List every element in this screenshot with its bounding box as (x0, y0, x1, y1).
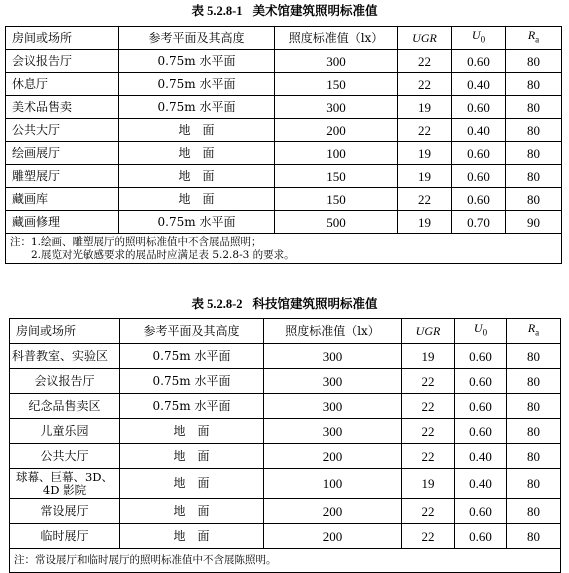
cell-lux: 200 (264, 524, 402, 549)
cell-room: 临时展厅 (10, 524, 120, 549)
cell-room: 美术品售卖 (6, 96, 119, 119)
cell-ugr: 22 (402, 419, 455, 444)
cell-u0: 0.60 (455, 344, 507, 369)
cell-room: 公共大厅 (6, 119, 119, 142)
cell-plane: 地 面 (120, 444, 264, 469)
cell-u0: 0.60 (452, 142, 506, 165)
cell-ra: 80 (507, 444, 561, 469)
cell-u0: 0.60 (452, 165, 506, 188)
cell-u0: 0.60 (455, 524, 507, 549)
cell-plane: 地 面 (120, 499, 264, 524)
cell-lux: 200 (264, 444, 402, 469)
cell-ugr: 22 (402, 369, 455, 394)
cell-room: 藏画库 (6, 188, 119, 211)
cell-ra: 80 (506, 73, 562, 96)
cell-u0: 0.40 (455, 444, 507, 469)
table-1 (5, 26, 562, 264)
table-2-caption (0, 296, 569, 312)
cell-u0: 0.60 (455, 499, 507, 524)
cell-ra: 80 (506, 188, 562, 211)
cell-ugr: 19 (398, 142, 452, 165)
cell-ra: 80 (507, 469, 561, 499)
table-row (6, 211, 562, 234)
cell-lux: 300 (275, 96, 398, 119)
table-row (6, 188, 562, 211)
table-2-notes (10, 549, 561, 573)
cell-ugr: 22 (402, 499, 455, 524)
table-row (6, 50, 562, 73)
cell-ra: 90 (506, 211, 562, 234)
cell-ugr: 22 (402, 394, 455, 419)
cell-lux: 300 (264, 394, 402, 419)
table-1-notes (6, 234, 562, 264)
note-line: 注：1.绘画、雕塑展厅的照明标准值中不含展品照明； (10, 235, 262, 248)
cell-plane: 0.75m 水平面 (120, 369, 264, 394)
table-1-header-row (6, 27, 562, 50)
table-row (6, 73, 562, 96)
cell-ugr: 19 (398, 165, 452, 188)
cell-room: 纪念品售卖区 (10, 394, 120, 419)
cell-lux: 200 (264, 499, 402, 524)
cell-room: 会议报告厅 (10, 369, 120, 394)
cell-plane: 0.75m 水平面 (120, 394, 264, 419)
cell-plane: 0.75m 水平面 (119, 211, 275, 234)
header-room: 房间或场所 (10, 319, 120, 344)
cell-ugr: 19 (398, 96, 452, 119)
cell-room: 休息厅 (6, 73, 119, 96)
cell-room: 儿童乐园 (10, 419, 120, 444)
cell-plane: 地 面 (119, 119, 275, 142)
cell-u0: 0.60 (452, 96, 506, 119)
table-1-title: 美术馆建筑照明标准值 (252, 3, 378, 18)
cell-u0: 0.70 (452, 211, 506, 234)
cell-ra: 80 (507, 369, 561, 394)
cell-u0: 0.40 (452, 73, 506, 96)
cell-ugr: 22 (402, 444, 455, 469)
note-line: 2.展览对光敏感要求的展品时应满足表 5.2.8-3 的要求。 (10, 248, 295, 261)
cell-ra: 80 (506, 165, 562, 188)
header-lux: 照度标准值（lx） (264, 319, 402, 344)
cell-ra: 80 (507, 419, 561, 444)
cell-plane: 地 面 (119, 165, 275, 188)
header-plane: 参考平面及其高度 (120, 319, 264, 344)
table-row (6, 96, 562, 119)
header-u0: $U_0$ (455, 319, 507, 344)
table-row (10, 499, 561, 524)
cell-ra: 80 (506, 119, 562, 142)
cell-plane: 地 面 (119, 142, 275, 165)
table-2-number: 表 5.2.8-2 (191, 297, 243, 311)
cell-lux: 150 (275, 188, 398, 211)
cell-ugr: 19 (402, 469, 455, 499)
table-row (6, 165, 562, 188)
cell-lux: 300 (275, 50, 398, 73)
cell-lux: 300 (264, 344, 402, 369)
cell-ra: 80 (506, 96, 562, 119)
table-2-header-row (10, 319, 561, 344)
cell-room: 科普教室、实验区 (10, 344, 120, 369)
cell-room: 公共大厅 (10, 444, 120, 469)
cell-lux: 100 (275, 142, 398, 165)
cell-lux: 150 (275, 165, 398, 188)
cell-ra: 80 (506, 142, 562, 165)
header-lux: 照度标准值（lx） (275, 27, 398, 50)
cell-plane: 地 面 (120, 469, 264, 499)
cell-room: 雕塑展厅 (6, 165, 119, 188)
header-room: 房间或场所 (6, 27, 119, 50)
cell-ugr: 19 (402, 344, 455, 369)
cell-ugr: 22 (398, 50, 452, 73)
header-ra: $R_a$ (507, 319, 561, 344)
header-ra: $R_a$ (506, 27, 562, 50)
cell-lux: 150 (275, 73, 398, 96)
cell-u0: 0.60 (455, 419, 507, 444)
table-1-notes-row (6, 234, 562, 264)
cell-plane: 地 面 (120, 419, 264, 444)
cell-room: 会议报告厅 (6, 50, 119, 73)
cell-lux: 100 (264, 469, 402, 499)
note-line: 注：常设展厅和临时展厅的照明标准值中不含展陈照明。 (14, 554, 277, 566)
cell-ra: 80 (507, 394, 561, 419)
cell-lux: 200 (275, 119, 398, 142)
table-row (10, 524, 561, 549)
cell-lux: 300 (264, 369, 402, 394)
header-ugr: UGR (398, 27, 452, 50)
cell-ra: 80 (507, 344, 561, 369)
cell-u0: 0.60 (455, 394, 507, 419)
cell-u0: 0.60 (452, 188, 506, 211)
cell-ra: 80 (507, 499, 561, 524)
table-2-notes-row (10, 549, 561, 573)
table-row (10, 419, 561, 444)
cell-u0: 0.60 (452, 50, 506, 73)
table-2 (9, 318, 561, 573)
cell-plane: 0.75m 水平面 (119, 73, 275, 96)
cell-ugr: 19 (398, 211, 452, 234)
cell-ugr: 22 (398, 119, 452, 142)
table-row (10, 444, 561, 469)
cell-plane: 0.75m 水平面 (119, 50, 275, 73)
cell-room: 绘画展厅 (6, 142, 119, 165)
cell-room: 藏画修理 (6, 211, 119, 234)
cell-u0: 0.40 (455, 469, 507, 499)
table-2-title: 科技馆建筑照明标准值 (252, 296, 378, 311)
table-1-caption (0, 3, 569, 19)
cell-ugr: 22 (398, 188, 452, 211)
cell-ugr: 22 (398, 73, 452, 96)
table-1-number: 表 5.2.8-1 (191, 4, 243, 18)
header-plane: 参考平面及其高度 (119, 27, 275, 50)
cell-u0: 0.40 (452, 119, 506, 142)
table-row (6, 119, 562, 142)
table-row (10, 394, 561, 419)
cell-plane: 0.75m 水平面 (120, 344, 264, 369)
table-row (10, 369, 561, 394)
cell-plane: 地 面 (119, 188, 275, 211)
cell-ra: 80 (507, 524, 561, 549)
cell-plane: 地 面 (120, 524, 264, 549)
cell-u0: 0.60 (455, 369, 507, 394)
cell-room: 球幕、巨幕、3D、4D 影院 (10, 469, 120, 499)
cell-lux: 500 (275, 211, 398, 234)
cell-lux: 300 (264, 419, 402, 444)
cell-ra: 80 (506, 50, 562, 73)
cell-plane: 0.75m 水平面 (119, 96, 275, 119)
cell-room: 常设展厅 (10, 499, 120, 524)
header-ugr: UGR (402, 319, 455, 344)
table-row (6, 142, 562, 165)
header-u0: $U_0$ (452, 27, 506, 50)
table-row (10, 344, 561, 369)
table-row (10, 469, 561, 499)
cell-ugr: 22 (402, 524, 455, 549)
